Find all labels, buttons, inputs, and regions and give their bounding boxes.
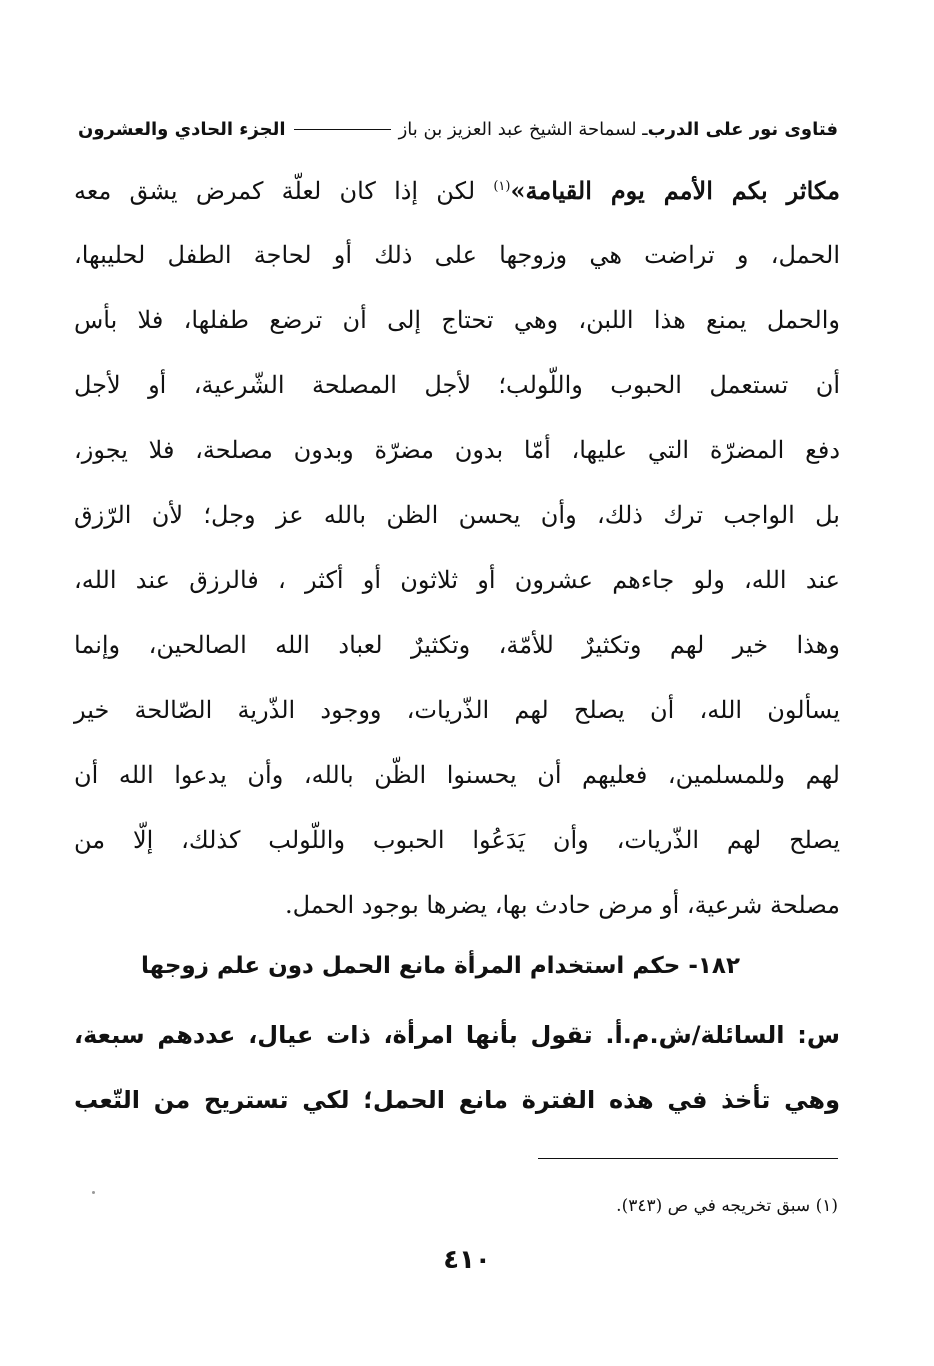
header-rule: [294, 129, 391, 130]
page-number: ٤١٠: [443, 1245, 491, 1275]
text-line: أن تستعمل الحبوب واللّولب؛ لأجل المصلحة الشّرعية، أو لأجل: [74, 371, 840, 399]
footnote: (١) سبق تخريجه في ص (٣٤٣).: [616, 1196, 838, 1216]
text-line: لهم وللمسلمين، فعليهم أن يحسنوا الظّن بالله، وأن يدعوا الله أن: [74, 761, 840, 789]
text-line: يسألون الله، أن يصلح لهم الذّريات، ووجود الذّرية الصّالحة خير: [74, 696, 840, 724]
text-line: يصلح لهم الذّريات، وأن يَدَعُوا الحبوب واللّولب كذلك، إلّا من: [74, 826, 840, 854]
bold-quote: مكاثر بكم الأمم يوم القيامة»: [510, 176, 840, 205]
text-line: بل الواجب ترك ذلك، وأن يحسن الظن بالله عز وجل؛ لأن الرّزق: [74, 501, 840, 529]
text-line: وهذا خير لهم وتكثيرٌ للأمّة، وتكثيرٌ لعباد الله الصالحين، وإنما: [74, 631, 840, 659]
question-line: وهي تأخذ في هذه الفترة مانع الحمل؛ لكي تستريح من التّعب: [74, 1086, 840, 1114]
author-name: ـ لسماحة الشيخ عبد العزيز بن باز: [398, 118, 648, 140]
footnote-separator: [538, 1158, 838, 1159]
book-title: فتاوى نور على الدرب: [647, 118, 838, 140]
section-heading: ١٨٢- حكم استخدام المرأة مانع الحمل دون علم زوجها: [141, 953, 740, 979]
text-line: دفع المضرّة التي عليها، أمّا بدون مضرّة وبدون مصلحة، فلا يجوز،: [74, 436, 840, 464]
question-line: س: السائلة/ش.م.أ. تقول بأنها امرأة، ذات عيال، عددهم سبعة،: [74, 1021, 840, 1049]
scan-speck: [92, 1191, 95, 1194]
volume-label: الجزء الحادي والعشرون: [78, 118, 286, 140]
body-text: [74, 158, 840, 938]
text-span: لكن إذا كان لعلّة كمرض يشق معه: [74, 177, 494, 205]
question-block: [74, 1003, 840, 1133]
text-line: مصلحة شرعية، أو مرض حادث بها، يضرها بوجود الحمل.: [285, 891, 840, 919]
text-line: [74, 158, 840, 223]
running-header: [78, 112, 838, 146]
text-line: الحمل، و تراضت هي وزوجها على ذلك أو لحاجة الطفل لحليبها،: [74, 241, 840, 269]
text-line: والحمل يمنع هذا اللبن، وهي تحتاج إلى أن ترضع طفلها، فلا بأس: [74, 306, 840, 334]
footnote-ref: (١): [493, 179, 511, 194]
text-line: عند الله، ولو جاءهم عشرون أو ثلاثون أو أكثر ، فالرزق عند الله،: [74, 566, 840, 594]
